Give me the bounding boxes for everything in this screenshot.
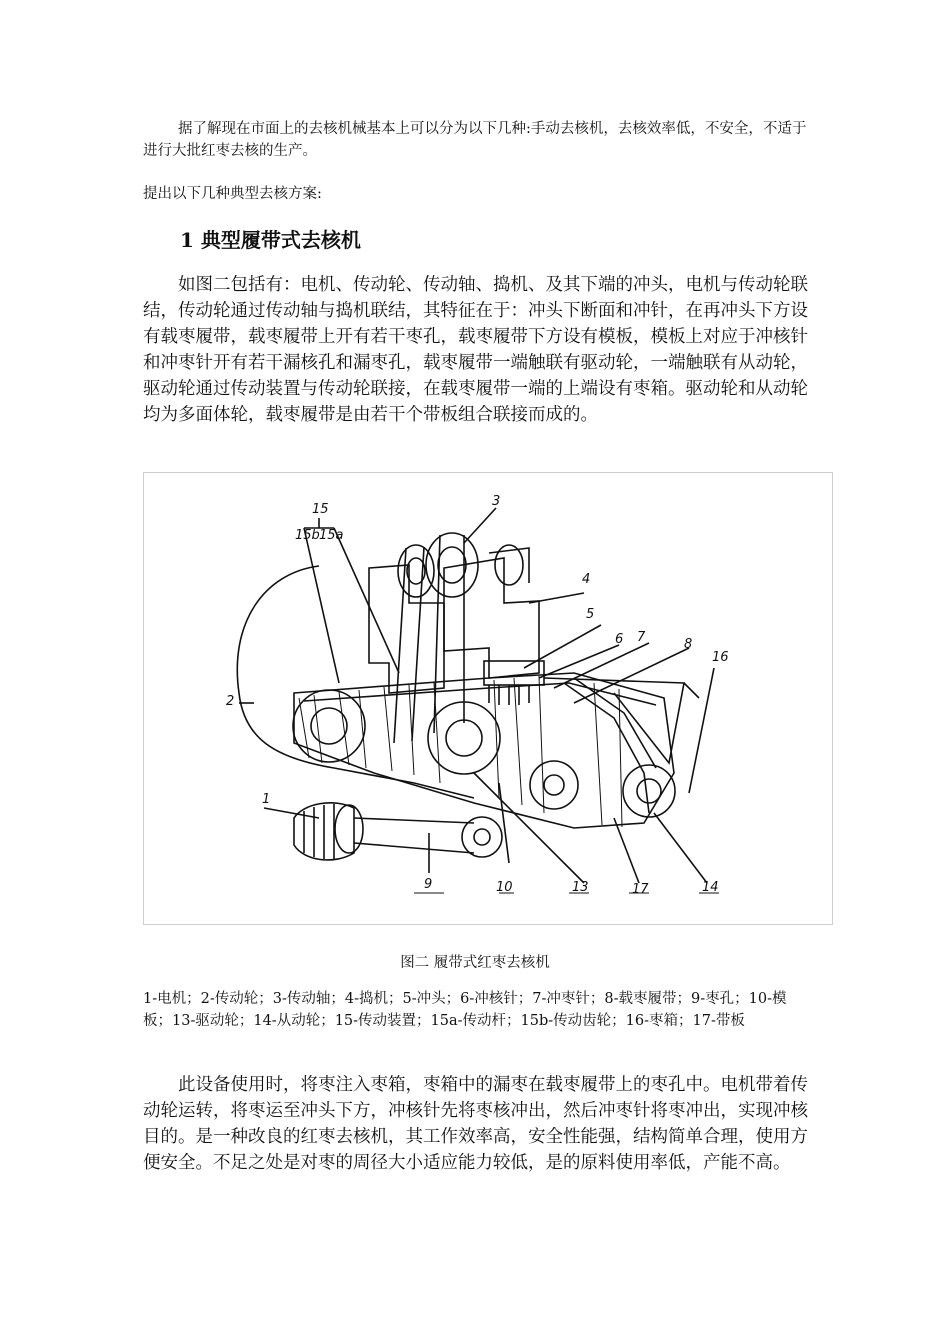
label-15: 15 (312, 502, 329, 517)
proposal-paragraph: 提出以下几种典型去核方案: (143, 186, 322, 202)
figure-frame (143, 472, 833, 925)
label-8: 8 (684, 637, 693, 652)
label-1: 1 (262, 792, 271, 807)
label-10: 10 (496, 880, 513, 895)
label-15a: 15a (319, 528, 344, 543)
intro-paragraph: 据了解现在市面上的去核机械基本上可以分为以下几种:手动去核机，去核效率低，不安全，不适于进行大批红枣去核的生产。 (143, 121, 807, 159)
label-6: 6 (615, 632, 624, 647)
label-15b: 15b (295, 528, 320, 543)
figure-caption: 图二 履带式红枣去核机 (400, 955, 550, 971)
hopper (544, 678, 684, 763)
press-frame-right (444, 558, 539, 678)
motor-belt (354, 818, 474, 853)
sprocket-wheel (530, 761, 578, 809)
motor-pulley (462, 817, 502, 857)
label-7: 7 (637, 630, 646, 645)
label-5: 5 (586, 607, 595, 622)
label-3: 3 (492, 494, 501, 509)
label-2: 2 (226, 694, 235, 709)
description-paragraph: 如图二包括有：电机、传动轮、传动轴、捣机、及其下端的冲头，电机与传动轮联结，传动轮通过传动轴与捣机联结，其特征在于：冲头下断面和冲针，在再冲头下方设有载枣履带，载枣履带上开有若干枣孔，载枣履带下方设有模板，模板上对应于冲核针和冲枣针开有若干漏核孔和漏枣孔，载枣履带一端触联有驱动轮，一端触联有从动轮，驱动轮通过传动装置与传动轮联接，在载枣履带一端的上端设有枣箱。驱动轮和从动轮均为多面体轮，载枣履带是由若干个带板组合联接而成的。 (143, 275, 808, 425)
usage-paragraph: 此设备使用时，将枣注入枣箱，枣箱中的漏枣在载枣履带上的枣孔中。电机带着传动轮运转，将枣运至冲头下方，冲核针先将枣核冲出，然后冲枣针将枣冲出，实现冲核目的。是一种改良的红枣去核机，其工作效率高，安全性能强，结构简单合理，使用方便安全。不足之处是对枣的周径大小适应能力较低，是的原料使用率低，产能不高。 (143, 1075, 808, 1173)
label-16: 16 (712, 650, 729, 665)
crawler-pitting-machine-drawing (144, 473, 834, 926)
label-14: 14 (702, 880, 719, 895)
label-9: 9 (424, 877, 433, 892)
label-17: 17 (632, 882, 649, 897)
press-frame-left (369, 565, 444, 693)
section-heading: 1 典型履带式去核机 (180, 228, 361, 252)
label-13: 13 (572, 880, 589, 895)
legend-paragraph: 1-电机；2-传动轮；3-传动轴；4-捣机；5-冲头；6-冲核针；7-冲枣针；8-载枣履带；9-枣孔；10-模板；13-驱动轮；14-从动轮；15-传动装置；15a-传动杆；15b-传动齿轮；16-枣箱；17-带板 (143, 991, 787, 1029)
label-4: 4 (582, 572, 591, 587)
